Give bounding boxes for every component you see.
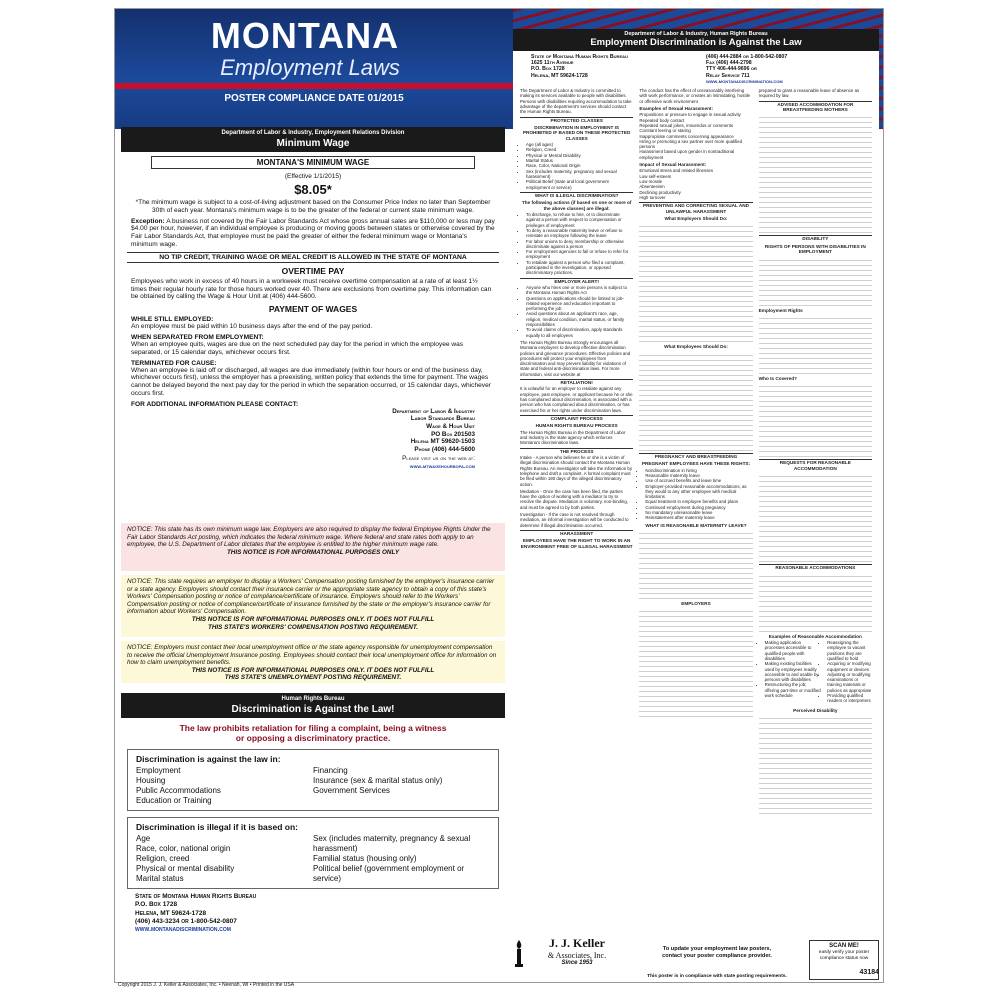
col1-h1b: DISCRIMINATION IN EMPLOYMENT IS PROHIBITED IF BASED ON THESE PROTECTED CLASSES — [522, 124, 631, 141]
protected-class: • Sex (includes maternity, pregnancy and sexual harassment) — [526, 169, 633, 180]
col1-h7b: EMPLOYEES HAVE THE RIGHT TO WORK IN AN ENVIRONMENT FREE OF ILLEGAL HARASSMENT — [520, 538, 633, 549]
accommodation-example: • Adjusting or modifying examinations or training materials or policies as appropriate — [827, 672, 872, 693]
right-addr-line: Helena, MT 59624-1728 — [531, 72, 588, 79]
mw-contact-line: PO Box 201503 — [431, 430, 475, 438]
mw-exception-text: A business not covered by the Fair Labor Standards Act whose gross annual sales are $110,000 or less may pay $4.00 per hour, however, if an individual employee is producing or moving goods between states or otherwise covered by the Fair Labor Standards Act, that employee must be paid the greater of either the federal minimum wage or Montana's minimum wage. — [131, 217, 495, 248]
col2-h6: PREGNANCY AND BREASTFEEDING — [639, 453, 752, 459]
harassment-example: Repeated sexual jokes, innuendos or comments — [639, 122, 734, 128]
col2-text1: The conduct has the effect of unreasonably interfering with work performance, or creates an intimidating, hostile or offensive work environment — [639, 88, 751, 104]
accommodation-example: • Acquiring or modifying equipment or devices — [827, 661, 872, 672]
col3-h2: DISABILITY — [759, 235, 872, 241]
disc-basis: Familial status (housing only) — [313, 854, 417, 863]
accommodation-example: • Reassigning the employee to vacant positions they are qualified to hold — [827, 640, 872, 661]
disc-contact-line: Helena, MT 59624-1728 — [135, 909, 207, 917]
keller-torch-icon — [511, 938, 527, 968]
col2-h3: PREVENTING AND CORRECTING SEXUAL AND UNLAWFUL HARASSMENT — [639, 202, 752, 214]
right-addr-line: State of Montana Human Rights Bureau — [531, 54, 628, 60]
illegal-action: • For employment agencies to fail or refuse to refer for employment — [526, 249, 633, 260]
accommodation-example: • Making application processes accessible to qualified people with disabilities — [765, 640, 822, 661]
col3-body-text-block — [759, 314, 872, 374]
col2-h4: What Employers Should Do: — [664, 215, 728, 221]
mw-web-link[interactable]: www.mtwagehourbopa.com — [409, 462, 475, 470]
right-address — [513, 51, 879, 88]
notice-2-tail-2: THIS STATE'S WORKERS' COMPENSATION POSTING REQUIREMENT. — [208, 623, 418, 631]
col3-body-text-block — [759, 714, 872, 814]
update-line: To update your employment law posters, — [662, 946, 772, 952]
disc-areas-box — [127, 749, 499, 811]
accommodation-example: • Providing qualified readers or interpreters — [827, 693, 872, 704]
col1-retaliation: It is unlawful for an employer to retaliate against any employee, past employee, or applicant because he or she has complained about discrimination, is associated with a person who has complained about discrimination, or has exercised his or her rights under discrimination laws. — [520, 386, 633, 413]
notice-min-wage — [121, 523, 505, 571]
mw-contact-line: Wage & Hour Unit — [426, 422, 475, 430]
disc-area: Government Services — [313, 786, 390, 795]
harassment-impact: High turnover — [639, 194, 666, 200]
harassment-impact: Absenteeism — [639, 184, 665, 190]
col3-h1: ADVISED ACCOMMODATION FOR BREASTFEEDING MOTHERS — [759, 101, 872, 113]
harassment-example: Constant leering or staring — [639, 128, 691, 134]
mw-contact-line: Labor Standards Bureau — [410, 415, 475, 423]
notice-workers-comp — [121, 575, 505, 637]
overtime-title: OVERTIME PAY — [281, 265, 345, 276]
scan-text: easily verify your poster compliance status now — [818, 950, 870, 961]
col1-h6: THE PROCESS — [520, 448, 633, 454]
keller-logo — [527, 936, 627, 966]
pregnancy-right: • Employer-provided reasonable accommodations, as they would to any other employee with medical limitations — [645, 484, 752, 500]
mw-contact-line: Helena MT 59620-1503 — [410, 438, 475, 446]
still-employed-heading: WHILE STILL EMPLOYED: — [131, 316, 214, 324]
col3-body-text-block — [759, 472, 872, 562]
col1-h7: HARASSMENT — [520, 530, 633, 536]
right-phone-line: Fax (406) 444-2798 — [706, 60, 752, 67]
mw-effective: (Effective 1/1/2015) — [284, 173, 342, 180]
col1-h5b: HUMAN RIGHTS BUREAU PROCESS — [535, 423, 618, 429]
notice-2-text: NOTICE: This state requires an employer to display a Workers' Compensation posting furnished by the employer's insurance carrier or a state agency. Employers should contact their insurance carrier or the appropriate state agency to obtain a copy of this state's Workers' Compensation posting or notice of compliance/certificate of insurance. Employers should refer to the Workers' Compensation posting or notice of compliance/certificate of insurance furnished by the state or the employer's insurance carrier for information about Workers' Compensation. — [127, 578, 495, 616]
pregnancy-right: • Continued employment during pregnancy — [645, 505, 752, 510]
col1-alert — [526, 285, 633, 338]
col3-body-text-block — [759, 572, 872, 632]
protected-class: • Age (all ages) — [526, 142, 633, 147]
col1-h2b: The following actions (if based on one or more of the above classes) are illegal: — [521, 200, 632, 211]
pregnancy-right: • Reasonable maternity leave — [645, 473, 752, 478]
col2-h7: WHAT IS REASONABLE MATERNITY LEAVE? — [645, 522, 747, 528]
illegal-action: • To deny a reasonable maternity leave or refuse to reinstate an employee following the leave — [526, 228, 633, 239]
right-title: Employment Discrimination is Against the Law — [590, 37, 802, 48]
update-line: contact your poster compliance provider. — [662, 953, 772, 959]
discrimination-panel-right — [513, 29, 879, 949]
mw-contact-line: Department of Labor & Industry — [392, 407, 475, 415]
col3-h7: Examples of Reasonable Accommodation — [768, 633, 862, 639]
still-employed-text: An employee must be paid within 10 business days after the end of the pay period. — [131, 323, 373, 331]
col2-h6b: PREGNANT EMPLOYEES HAVE THESE RIGHTS: — [641, 461, 751, 467]
disc-basis: Marital status — [136, 874, 184, 883]
disc-area: Education or Training — [136, 796, 212, 805]
discrimination-panel-left — [121, 693, 505, 933]
col1-classes — [526, 142, 633, 190]
disc-basis: Physical or mental disability — [136, 864, 235, 873]
disc-basis: Race, color, national origin — [136, 844, 231, 853]
footer — [115, 934, 884, 983]
col2-pregnancy — [645, 468, 752, 521]
notice-3-text: NOTICE: Employers must contact their local unemployment office or the state agency responsible for unemployment compensation to receive the official Unemployment Insurance posting. Employees should contact their local unemployment office for information on how to claim unemployment benefits. — [127, 644, 497, 667]
notice-unemployment — [121, 641, 505, 683]
harassment-example: Hiring or promoting a sex partner over more qualified persons — [639, 138, 743, 150]
col2-h1: Examples of Sexual Harassment: — [639, 105, 714, 111]
accommodation-example: • Making existing facilities used by employees readily accessible to and usable by persons with disabilities — [765, 661, 822, 682]
col3-accommodations — [759, 640, 872, 706]
company-since: Since 1953 — [561, 960, 593, 966]
disc-area: Housing — [136, 776, 166, 785]
right-phone-line: (406) 444-2884 or 1-800-542-0807 — [706, 54, 788, 60]
payment-title: PAYMENT OF WAGES — [268, 304, 358, 315]
mw-exception-label: Exception: — [131, 217, 165, 225]
accommodation-example: • Restructuring the job; offering part-time or modified work schedule — [765, 682, 822, 698]
protected-class: • Race, Color, National Origin — [526, 163, 633, 168]
notice-3-tail-1: THIS NOTICE IS FOR INFORMATIONAL PURPOSES ONLY. IT DOES NOT FULFILL — [191, 666, 435, 674]
disc-area: Employment — [136, 766, 181, 775]
mw-contact — [121, 408, 505, 471]
disc-title: Discrimination is Against the Law! — [121, 703, 505, 718]
harassment-example: Repeated body contact — [639, 117, 685, 123]
disc-area: Insurance (sex & marital status only) — [313, 776, 443, 785]
alert-item: • Anyone who hires one or more persons is subject to the Montana Human Rights Act — [526, 285, 633, 296]
right-column-2 — [636, 88, 755, 814]
right-phone-line: TTY 406-444-9696 or — [706, 66, 757, 73]
harassment-example: Propositions or pressure to engage in sexual activity — [639, 112, 741, 118]
col2-body-text-block — [639, 607, 752, 717]
notice-1-text: NOTICE: This state has its own minimum wage law. Employers are also required to display the federal Employee Rights Under the Fair Labor Standards Act posting, which indicates the federal minimum wage. Where federal and state rates both apply to an employee, the U.S. Department of Labor dictates that the employee is entitled to the higher minimum wage rate. — [127, 526, 491, 549]
right-addr-line: P.O. Box 1728 — [531, 66, 565, 73]
protected-class: • Marital Status — [526, 158, 633, 163]
disc-basis: Sex (includes maternity, pregnancy & sexual harassment) — [313, 834, 471, 853]
col1-mediation: Mediation - Once the case has been filed, the parties have the option of working with a mediator to try to resolve the dispute. Mediation is voluntary, non-binding, and must be agreed to by both parties. — [520, 488, 629, 510]
mw-web-label: Please visit us on the web at: — [402, 455, 475, 463]
col1-h3: EMPLOYER ALERT! — [520, 278, 633, 284]
no-tip-credit: NO TIP CREDIT, TRAINING WAGE OR MEAL CREDIT IS ALLOWED IN THE STATE OF MONTANA — [127, 252, 499, 263]
disc-subtitle-2: or opposing a discriminatory practice. — [235, 733, 391, 743]
terminated-text: When an employee is laid off or discharged, all wages are due immediately (within four hours or end of the business day, whichever occurs first), unless the employer has a preexisting, written policy that extends the time for payment. The wages cannot be delayed beyond the next pay day for the period in which the separation occurred, or 15 calendar days, whichever occurs first. — [131, 366, 491, 397]
mw-exception — [121, 218, 505, 249]
disc-contact-line: P.O. Box 1728 — [135, 901, 178, 909]
disc-area: Financing — [313, 766, 348, 775]
harassment-example: Inappropriate comments concerning appearance — [639, 133, 734, 139]
col3-text1: prepared to grant a reasonable leave of absence as required by law. — [758, 88, 860, 99]
col1-investigation: Investigation - If the case is not resolved through mediation, an informal investigation will be conducted to determine if illegal discrimination occurred. — [520, 512, 629, 528]
banner-title-area — [115, 9, 513, 127]
right-column-1 — [517, 88, 636, 814]
mw-footnote: *The minimum wage is subject to a cost-of-living adjustment based on the Consumer Price Index no later than September 30th of each year. Montana's minimum wage is to be the greater of the federal or current state minimum wage. — [135, 199, 491, 214]
harassment-impact: Emotional stress and related illnesses — [639, 168, 714, 174]
col3-h2b: RIGHTS OF PERSONS WITH DISABILITIES IN EMPLOYMENT — [764, 243, 866, 255]
mw-contact-line: Phone (406) 444-5600 — [414, 445, 475, 453]
col1-intro: The Department of Labor & Industry is committed to making its services available to people with disabilities. Persons with disabilities requiring accommodation to take advantage of the department's services should contact the Human Rights Bureau. — [520, 88, 632, 115]
right-agency: Department of Labor & Industry, Human Rights Bureau — [624, 31, 768, 37]
company-sub: & Associates, Inc. — [547, 951, 607, 960]
col2-h5: What Employees Should Do: — [664, 344, 728, 350]
col1-h4: RETALIATION! — [520, 379, 633, 385]
illegal-action: • To retaliate against a person who filed a complaint, participated in the investigation, or opposed discriminatory practices. — [526, 260, 633, 276]
illegal-action: • To discharge, to refuse to hire, or to discriminate against a person with respect to compensation or privileges of employment — [526, 212, 633, 228]
mw-rate: $8.05* — [294, 182, 332, 197]
overtime-text: Employees who work in excess of 40 hours in a workweek must receive overtime compensation at a rate of at least 1½ times their regular hourly rate for those hours worked over 40. There are exclusions from overtime pay. This information can be obtained by calling the Wage & Hour Unit at (406) 444-5600. — [131, 277, 492, 301]
disc-basis: Age — [136, 834, 151, 843]
col2-body-text-block — [639, 351, 752, 451]
col3-h5: REQUESTS FOR REASONABLE ACCOMMODATION — [759, 459, 872, 471]
right-header — [513, 29, 879, 51]
terminated-heading: TERMINATED FOR CAUSE: — [131, 359, 217, 367]
disc-areas-heading: Discrimination is against the law in: — [136, 754, 281, 764]
protected-class: • Political Belief (state and local government employment or service) — [526, 179, 633, 190]
poster — [114, 8, 884, 983]
poster-subtitle: Employment Laws — [220, 55, 400, 80]
harassment-impact: Declining productivity — [639, 189, 681, 195]
illegal-action: • For labor unions to deny membership or otherwise discriminate against a person — [526, 239, 633, 250]
harassment-example: Harassment based upon gender in nontraditional employment — [639, 149, 735, 160]
col1-h2: WHAT IS ILLEGAL DISCRIMINATION? — [520, 192, 633, 198]
col1-policy: The Human Rights Bureau strongly encourages all Montana employers to develop effective discrimination policies and grievance procedures. Effective policies and procedures will protect your employees from discrimination and may prevent liability for violations of state and federal anti-discrimination laws. For more information, visit our website at — [520, 339, 631, 377]
scan-title: SCAN ME! — [829, 943, 859, 949]
disc-subtitle-1: The law prohibits retaliation for filing a complaint, being a witness — [179, 723, 447, 733]
right-addr-line: 1625 11th Avenue — [531, 60, 574, 67]
col3-h8: Perceived Disability — [793, 707, 838, 713]
pregnancy-right: • Equal treatment in employee benefits and plans — [645, 499, 752, 504]
col3-h4: Who Is Covered? — [758, 376, 797, 382]
col3-body-text-block — [759, 256, 872, 306]
alert-item: • To avoid claims of discrimination, apply standards equally to all employees — [526, 327, 633, 338]
update-notice — [627, 946, 807, 960]
col3-h6: REASONABLE ACCOMMODATIONS — [759, 564, 872, 570]
pregnancy-right: • Use of accrued benefits and leave time — [645, 478, 752, 483]
disc-basis: Political belief (government employment or service) — [313, 864, 465, 883]
col3-body-text-block — [759, 113, 872, 233]
mw-agency: Department of Labor & Industry, Employment Relations Division — [121, 127, 505, 137]
col1-h1: PROTECTED CLASSES — [520, 117, 633, 123]
col2-h8: EMPLOYERS — [681, 600, 711, 606]
compliance-date: POSTER COMPLIANCE DATE 01/2015 — [224, 93, 404, 104]
col1-intake: Intake - A person who believes he or she is a victim of illegal discrimination should contact the Montana Human Rights Bureau. An investigator will take the information by telephone and draft a complaint. A formal complaint must be filed within 180 days of the alleged discriminatory action. — [520, 455, 633, 487]
disc-contact-line: State of Montana Human Rights Bureau — [135, 893, 257, 900]
alert-item: • Avoid questions about an applicant's race, age, religion, medical condition, marital status, or family responsibilities — [526, 311, 633, 327]
separated-text: When an employee quits, wages are due on the next scheduled pay day for the period in which the employee was separated, or 15 calendar days, whichever occurs first. — [131, 340, 464, 356]
disc-agency: Human Rights Bureau — [121, 693, 505, 703]
info-heading: FOR ADDITIONAL INFORMATION PLEASE CONTACT: — [131, 400, 299, 408]
col3-body-text-block — [759, 382, 872, 457]
disc-basis-box — [127, 817, 499, 889]
right-web-link[interactable]: www.montanadiscrimination.com — [706, 78, 783, 85]
disc-basis: Religion, creed — [136, 854, 190, 863]
compliance-note: This poster is in compliance with state posting requirements. — [647, 974, 787, 979]
col2-body-text-block — [639, 529, 752, 599]
minimum-wage-panel — [121, 127, 505, 527]
disc-area: Public Accommodations — [136, 786, 221, 795]
separated-heading: WHEN SEPARATED FROM EMPLOYMENT: — [131, 333, 264, 341]
alert-item: • Questions on applications should be limited to job-related experience and education important to performing the job — [526, 296, 633, 312]
col2-body-text-block — [639, 222, 752, 342]
disc-basis-heading: Discrimination is illegal if it is based on: — [136, 822, 299, 832]
mw-title: Minimum Wage — [121, 137, 505, 152]
pregnancy-right: • Reinstatement after maternity leave — [645, 515, 752, 520]
notice-1-tail: THIS NOTICE IS FOR INFORMATIONAL PURPOSES ONLY — [226, 548, 400, 556]
col3-h3: Employment Rights — [758, 307, 803, 313]
company-name: J. J. Keller — [549, 936, 605, 950]
col1-h5: COMPLAINT PROCESS — [520, 415, 633, 421]
protected-class: • Religion, Creed — [526, 147, 633, 152]
disc-web-link[interactable]: www.montanadiscrimination.com — [135, 926, 231, 934]
col1-illegal — [526, 212, 633, 276]
harassment-impact: Low morale — [639, 178, 663, 184]
poster-code: 43184 — [859, 969, 879, 976]
right-column-3 — [756, 88, 875, 814]
state-title: MONTANA — [210, 15, 400, 56]
notice-3-tail-2: THIS STATE'S UNEMPLOYMENT POSTING REQUIREMENT. — [224, 674, 402, 682]
disc-contact-line: (406) 443-3234 or 1-800-542-0807 — [135, 917, 237, 925]
notice-2-tail-1: THIS NOTICE IS FOR INFORMATIONAL PURPOSES ONLY. IT DOES NOT FULFILL — [191, 615, 435, 623]
red-rule — [115, 83, 513, 89]
col1-process: The Human Rights Bureau in the Department of Labor and Industry is the state agency which enforces Montana's discrimination laws. — [520, 429, 626, 446]
col2-h2: Impact of Sexual Harassment: — [639, 161, 707, 167]
harassment-impact: Low self-esteem — [639, 173, 672, 179]
pregnancy-right: • No mandatory unreasonable leave — [645, 510, 752, 515]
mw-box-title: MONTANA'S MINIMUM WAGE — [151, 156, 475, 169]
pregnancy-right: • Nondiscrimination in hiring — [645, 468, 752, 473]
copyright: Copyright 2015 J. J. Keller & Associates, Inc. • Neenah, WI • Printed in the USA — [118, 982, 295, 988]
protected-class: • Physical or Mental Disability — [526, 153, 633, 158]
right-phone-line: Relay Service 711 — [706, 72, 750, 79]
right-columns — [513, 88, 879, 814]
